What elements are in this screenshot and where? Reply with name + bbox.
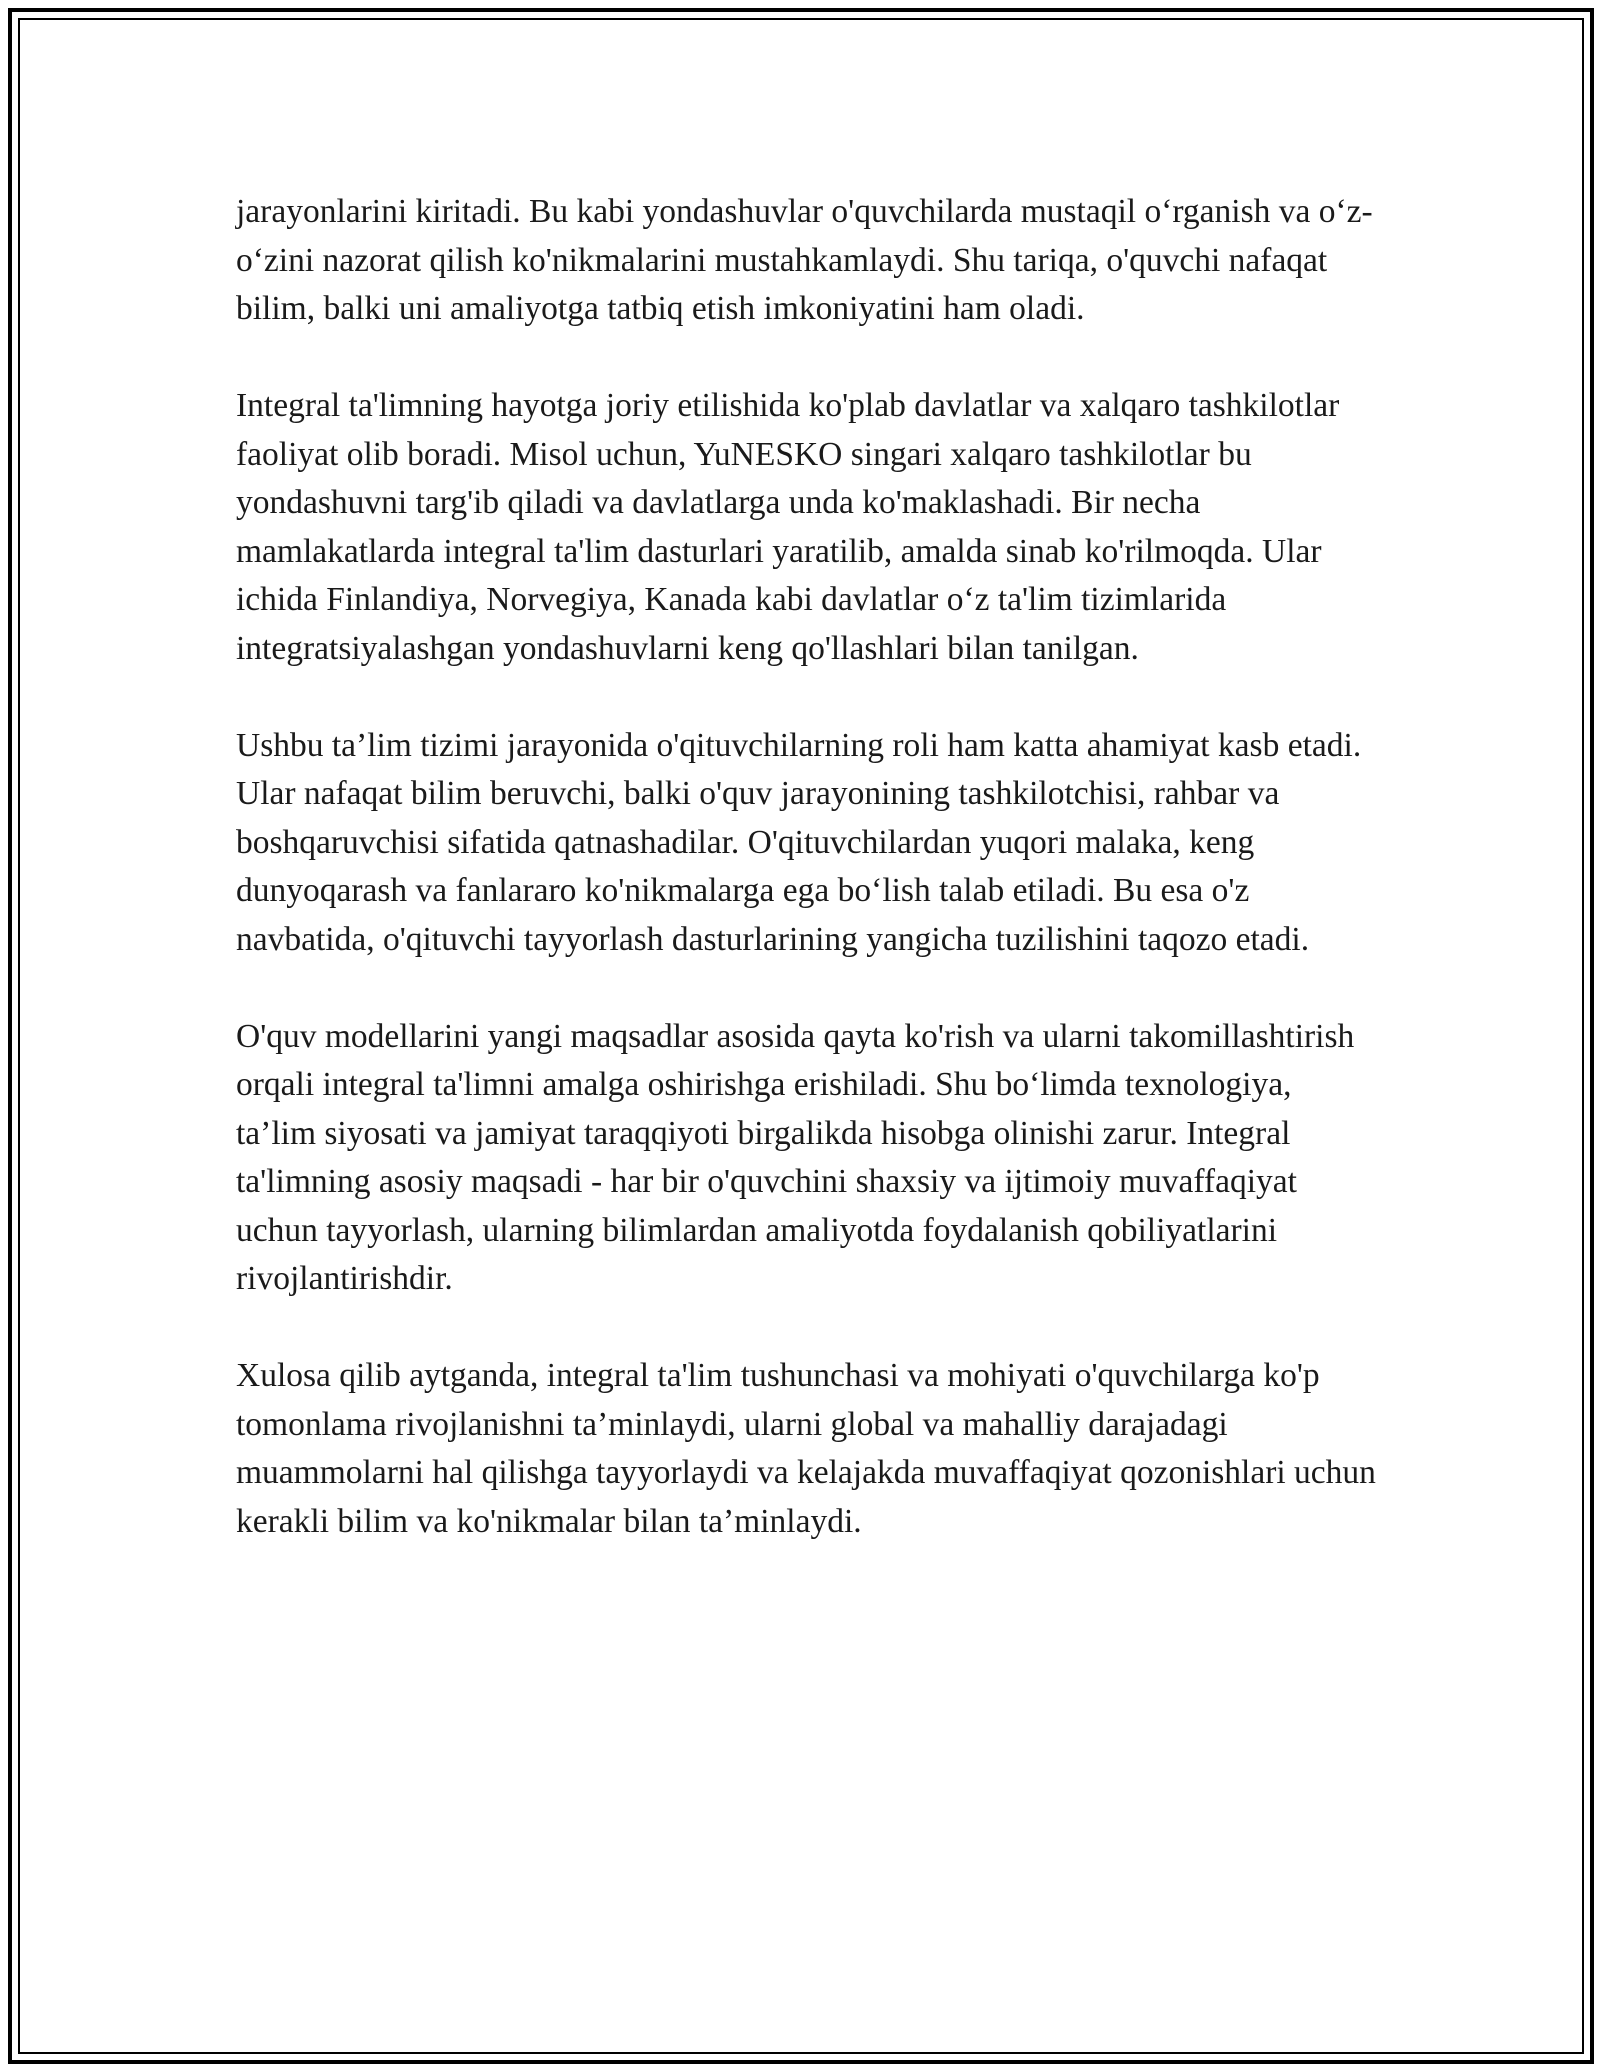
paragraph-3: Ushbu ta’lim tizimi jarayonida o'qituvchilarning roli ham katta ahamiyat kasb etadi. Ular nafaqat bilim beruvchi, balki o'quv jarayonining tashkilotchisi, rahbar va boshqaruvchisi sifatida qatnashadilar. O'qituvchilardan yuqori malaka, keng dunyoqarash va fanlararo ko'nikmalarga ega bo‘lish talab etiladi. Bu esa o'z navbatida, o'qituvchi tayyorlash dasturlarining yangicha tuzilishini taqozo etadi.	[236, 726, 1362, 958]
paragraph-4: O'quv modellarini yangi maqsadlar asosida qayta ko'rish va ularni takomillashtirish orqali integral ta'limni amalga oshirishga erishiladi. Shu bo‘limda texnologiya, ta’lim siyosati va jamiyat taraqqiyoti birgalikda hisobga olinishi zarur. Integral ta'limning asosiy maqsadi - har bir o'quvchini shaxsiy va ijtimoiy muvaffaqiyat uchun tayyorlash, ularning bilimlardan amaliyotda foydalanish qobiliyatlarini rivojlantirishdir.	[236, 1017, 1355, 1297]
paragraph-5: Xulosa qilib aytganda, integral ta'lim tushunchasi va mohiyati o'quvchilarga ko'p tomonlama rivojlanishni ta’minlaydi, ularni global va mahalliy darajadagi muammolarni hal qilishga tayyorlaydi va kelajakda muvaffaqiyat qozonishlari uchun kerakli bilim va ko'nikmalar bilan ta’minlaydi.	[236, 1357, 1376, 1540]
paragraph-2: Integral ta'limning hayotga joriy etilishida ko'plab davlatlar va xalqaro tashkilotlar faoliyat olib boradi. Misol uchun, YuNESKO singari xalqaro tashkilotlar bu yondashuvni targ'ib qiladi va davlatlarga unda ko'maklashadi. Bir necha mamlakatlarda integral ta'lim dasturlari yaratilib, amalda sinab ko'rilmoqda. Ular ichida Finlandiya, Norvegiya, Kanada kabi davlatlar o‘z ta'lim tizimlarida integratsiyalashgan yondashuvlarni keng qo'llashlari bilan tanilgan.	[236, 387, 1340, 667]
paragraph-1: jarayonlarini kiritadi. Bu kabi yondashuvlar o'quvchilarda mustaqil o‘rganish va o‘z-o‘zini nazorat qilish ko'nikmalarini mustahkamlaydi. Shu tariqa, o'quvchi nafaqat bilim, balki uni amaliyotga tatbiq etish imkoniyatini ham oladi.	[236, 193, 1373, 327]
document-body	[236, 188, 1376, 1546]
